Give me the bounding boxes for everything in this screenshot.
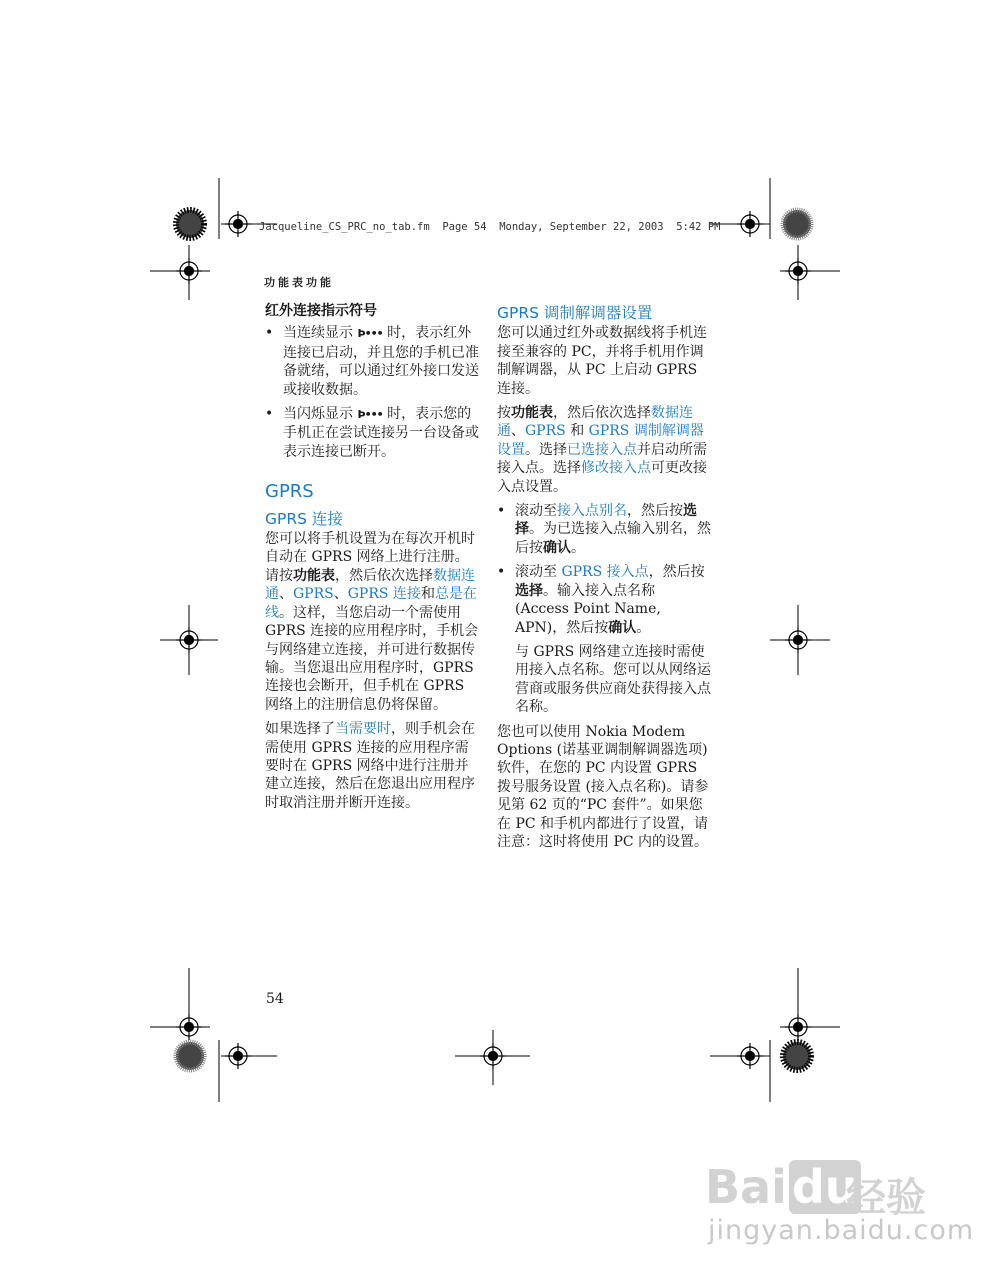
watermark-url: jingyan.baidu.com xyxy=(708,1215,975,1246)
page-number: 54 xyxy=(266,991,284,1007)
list-item xyxy=(265,405,481,461)
list-item: • 滚动至接入点别名，然后按选择。为已选接入点输入别名，然后按确认。 xyxy=(497,502,713,557)
list-item: • 滚动至 GPRS 接入点，然后按选择。输入接入点名称 (Access Point Name, APN)，然后按确认。 与 GPRS 网络建立连接时需使用接入点名称。您可以从网络运营商或服务供应商处获得接入点名称。 xyxy=(497,563,713,716)
watermark-cn: 经验 xyxy=(846,1175,926,1221)
text: 当闪烁显示 xyxy=(283,406,358,423)
text: 时，表示红外连接已启动，并且您的手机已准备就绪，可以通过红外接口发送或接收数据。 xyxy=(283,325,479,398)
modem-settings-heading: GPRS 调制解调器设置 xyxy=(497,304,653,322)
ir-indicator-heading: 红外连接指示符号 xyxy=(265,303,377,319)
nokia-modem-options-paragraph: 您也可以使用 Nokia Modem Options (诺基亚调制解调器选项) 软件，在您的 PC 内设置 GPRS 拨号服务设置 (接入点名称)。请参见第 62 页的“PC 套件”。如果您在 PC 和手机内都进行了设置，请注意：这时将使用 PC 内的设置。 xyxy=(497,723,709,850)
when-needed-paragraph: 如果选择了当需要时，则手机会在需使用 GPRS 连接的应用程序需要时在 GPRS 网络中进行注册并建立连接，然后在您退出应用程序时取消注册并断开连接。 xyxy=(265,721,475,811)
infrared-icon: Þ••• xyxy=(357,327,383,341)
modem-steps-paragraph: 按功能表，然后依次选择数据连通、GPRS 和 GPRS 调制解调器设置。选择已选接入点并启动所需接入点。选择修改接入点可更改接入点设置。 xyxy=(497,405,707,495)
gprs-connection-paragraph: 您可以将手机设置为在每次开机时自动在 GPRS 网络上进行注册。请按功能表，然后依次选择数据连通、GPRS、GPRS 连接和总是在线。这样，当您启动一个需使用 GPRS 连接的应用程序时，手机会与网络建立连接，并可进行数据传输。当您退出应用程序时，GPRS 连接也会断开，但手机在 GPRS 网络上的注册信息仍将保留。 xyxy=(265,531,479,713)
gprs-section-heading: GPRS xyxy=(265,481,314,503)
gprs-connection-heading: GPRS 连接 xyxy=(265,509,343,528)
watermark-brand: Bai du xyxy=(705,1160,861,1214)
text: 当连续显示 xyxy=(283,325,358,342)
running-head: 功能表功能 xyxy=(264,276,334,289)
infrared-icon: Þ••• xyxy=(357,408,383,422)
ir-bullet-list xyxy=(265,324,481,461)
list-item xyxy=(265,324,481,399)
right-column xyxy=(497,302,713,857)
text: 时，表示您的手机正在尝试连接另一台设备或表示连接已断开。 xyxy=(283,406,479,460)
file-header-line: Jacqueline_CS_PRC_no_tab.fm Page 54 Monday, September 22, 2003 5:42 PM xyxy=(259,221,721,233)
modem-intro-paragraph: 您可以通过红外或数据线将手机连接至兼容的 PC，并将手机用作调制解调器，从 PC 上启动 GPRS 连接。 xyxy=(497,325,707,397)
modem-bullet-list xyxy=(497,502,713,716)
apn-note: 与 GPRS 网络建立连接时需使用接入点名称。您可以从网络运营商或服务供应商处获得接入点名称。 xyxy=(515,643,711,716)
left-column xyxy=(265,300,481,818)
